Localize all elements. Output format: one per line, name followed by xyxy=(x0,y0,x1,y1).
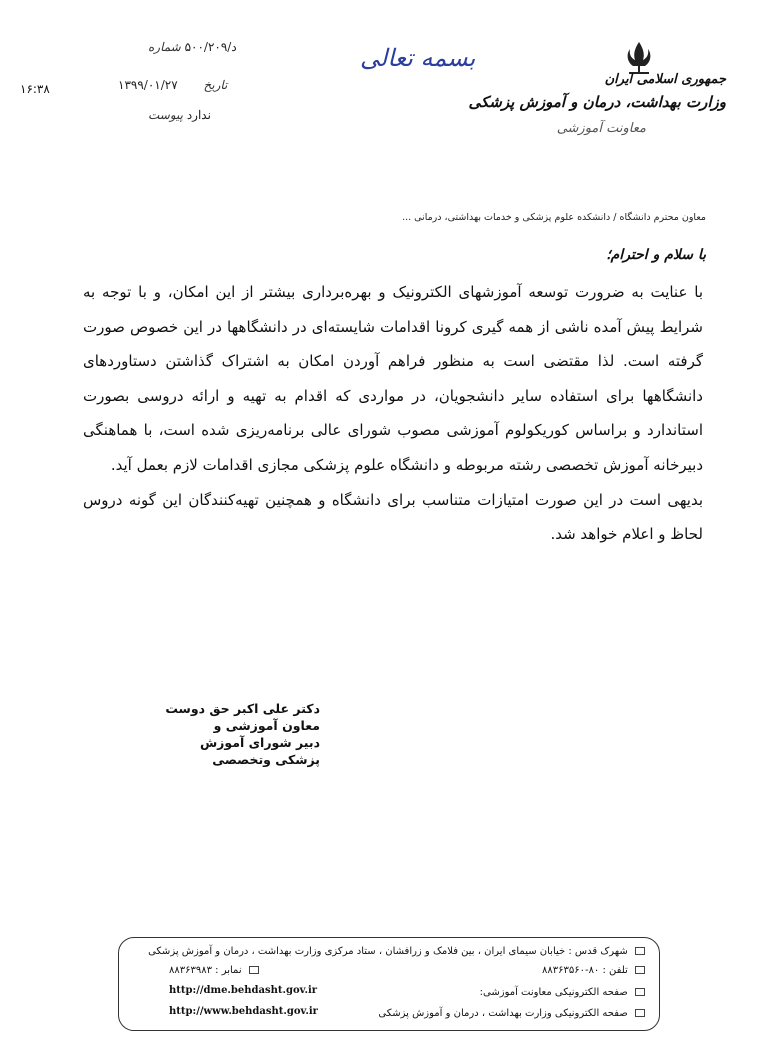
address-icon xyxy=(635,947,645,955)
envelope-icon xyxy=(635,988,645,996)
footer-phone xyxy=(542,965,645,976)
footer-fax-text: نمابر : ۸۸۳۶۳۹۸۳ xyxy=(169,965,242,976)
footer-fax xyxy=(169,965,259,976)
salutation: با سلام و احترام؛ xyxy=(606,247,706,263)
letter-number-value: د/۵۰۰/۲۰۹ xyxy=(184,40,237,54)
footer-web1-label: صفحه الکترونیکی معاونت آموزشی: xyxy=(479,987,628,998)
footer-web2-label: صفحه الکترونیکی وزارت بهداشت ، درمان و آموزش پزشکی xyxy=(378,1008,628,1019)
ministry-header xyxy=(469,72,727,136)
footer-address xyxy=(148,946,645,957)
letter-attachment-row xyxy=(118,108,211,122)
footer-web1-url[interactable]: http://dme.behdasht.gov.ir xyxy=(169,985,318,996)
footer-web2-url[interactable]: http://www.behdasht.gov.ir xyxy=(169,1006,318,1017)
letter-number-label: شماره xyxy=(148,40,181,54)
signatory-name: دکتر علی اکبر حق دوست xyxy=(165,701,320,716)
signatory-title-2: دبیر شورای آموزش پزشکی وتخصصی xyxy=(199,735,320,767)
body-paragraph-1: با عنایت به ضرورت توسعه آموزشهای الکترونیک و بهره‌برداری بیشتر از این امکان، و با توجه به شرایط پیش آمده ناشی از همه گیری کرونا اقدامات شایسته‌ای در دانشگاهها در این خصوص صورت گرفته است. لذا مقتضی است به منظور فراهم آوردن امکان به اشتراک گذاشتن دستاوردهای دانشگاهها برای استفاده سایر دانشجویان، در مواردی که اقدام به تهیه و ارائه دروسی بصورت استاندارد و براساس کوریکولوم آموزشی مصوب شورای عالی برنامه‌ریزی شده است، با هماهنگی دبیرخانه آموزش تخصصی رشته مربوطه و دانشگاه علوم پزشکی مجازی اقدامات لازم بعمل آید. xyxy=(83,283,703,474)
footer-box xyxy=(118,937,660,1031)
country-name: جمهوری اسلامی ایران xyxy=(604,72,726,87)
signature-block xyxy=(160,700,320,768)
envelope-icon xyxy=(635,1009,645,1017)
body-paragraph-2: بدیهی است در این صورت امتیازات متناسب برای دانشگاه و همچنین تهیه‌کنندگان این گونه دروس لحاظ و اعلام خواهد شد. xyxy=(83,490,703,544)
ministry-name: وزارت بهداشت، درمان و آموزش پزشکی xyxy=(468,93,726,111)
letter-date-row xyxy=(118,78,227,92)
letter-date-value: ۱۳۹۹/۰۱/۲۷ xyxy=(118,78,178,92)
footer-phone-text: تلفن : ۸۰-۸۸۳۶۳۵۶۰ xyxy=(541,965,628,976)
footer-web1 xyxy=(480,987,645,998)
phone-icon xyxy=(635,966,645,974)
letter-time: ۱۶:۳۸ xyxy=(20,82,50,96)
footer-address-text: شهرک قدس : خیابان سیمای ایران ، بین فلامک و زرافشان ، ستاد مرکزی وزارت بهداشت ، درمان و آموزش پزشکی xyxy=(148,946,628,957)
letter-body xyxy=(83,275,703,552)
letter-date-label: تاریخ xyxy=(203,78,228,92)
letter-attachment-value: ندارد xyxy=(186,108,211,122)
iran-emblem-icon xyxy=(624,40,654,76)
addressee-line: معاون محترم دانشگاه / دانشکده علوم پزشکی و خدمات بهداشتی، درمانی ... xyxy=(402,212,706,223)
bismillah-heading: بسمه تعالی xyxy=(360,44,476,72)
department-name: معاونت آموزشی xyxy=(556,121,646,136)
letter-attachment-label: پیوست xyxy=(148,108,183,122)
footer-web2 xyxy=(378,1008,645,1019)
signatory-title-1: معاون آموزشی و xyxy=(213,718,320,733)
letter-number-row xyxy=(118,40,237,54)
fax-icon xyxy=(249,966,259,974)
